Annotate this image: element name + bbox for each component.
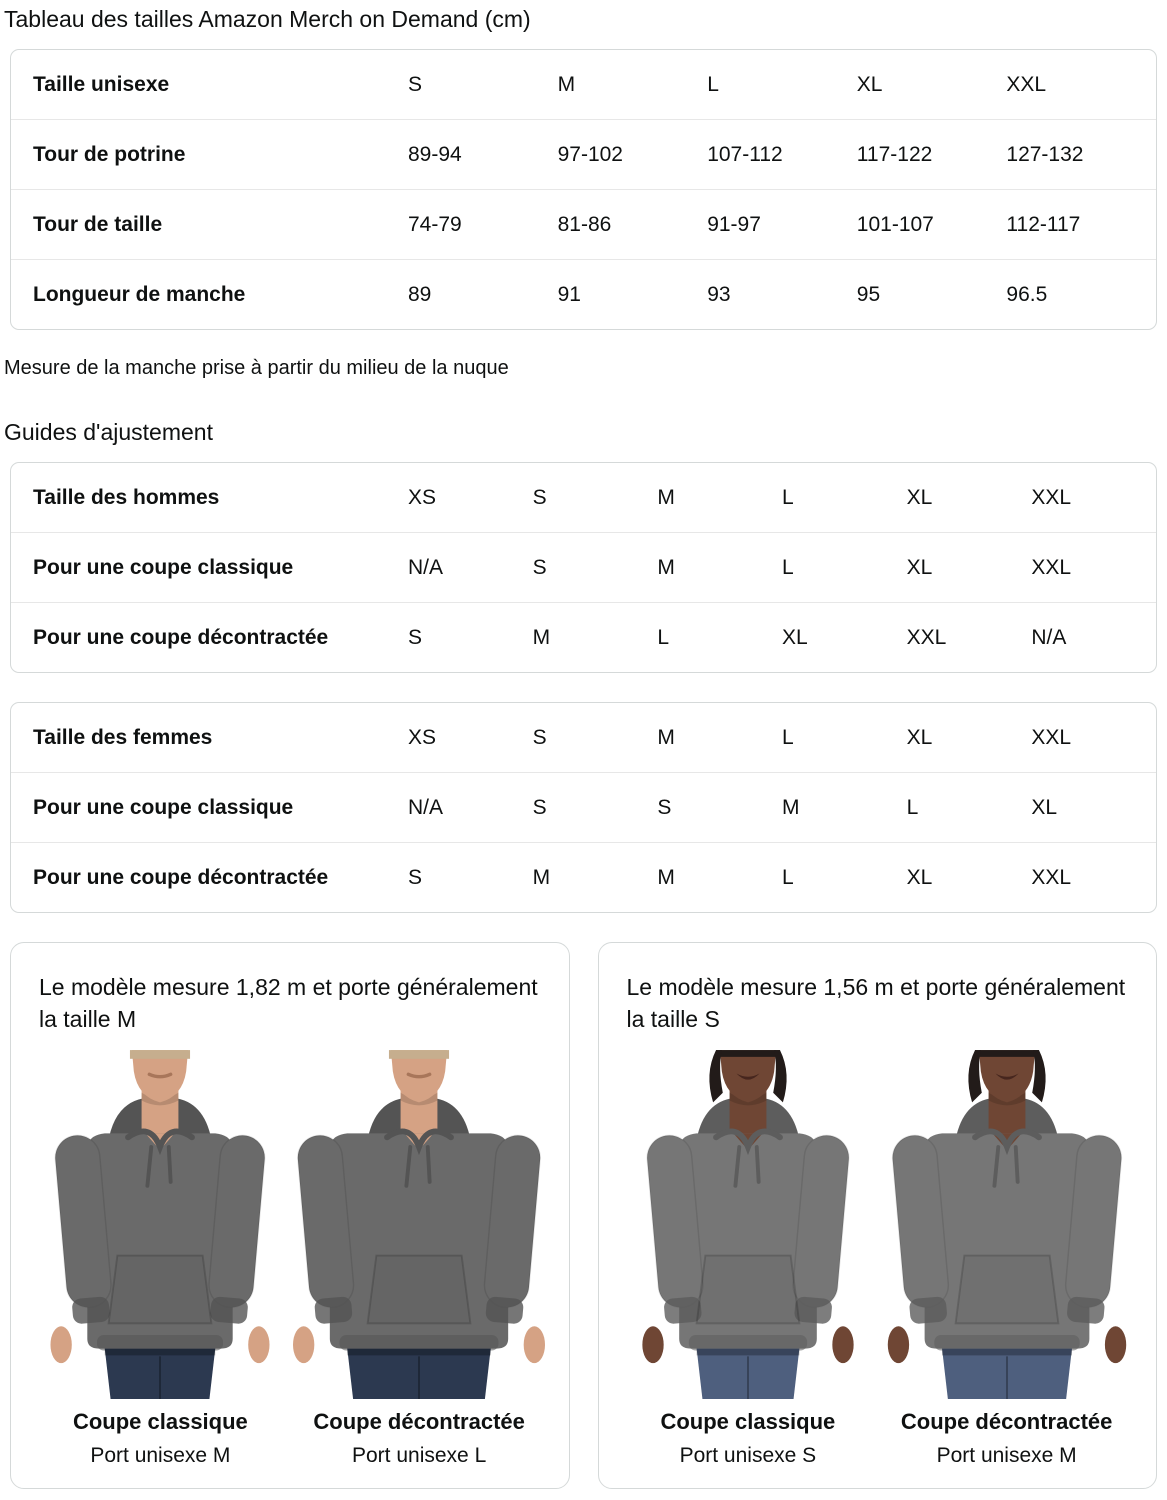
table-cell: XL: [1031, 795, 1058, 819]
table-cell: S: [532, 555, 547, 579]
table-cell: L: [781, 485, 794, 509]
unisex-size-table: [10, 49, 1157, 330]
table-cell: XXL: [1006, 72, 1047, 96]
table-row: [11, 189, 1156, 259]
table-cell: M: [557, 72, 576, 96]
table-cell: 96.5: [1006, 282, 1048, 306]
table-cell: M: [657, 725, 675, 749]
table-cell: XS: [408, 485, 437, 509]
row-label: Taille des hommes: [33, 485, 220, 509]
table-cell: XL: [781, 625, 808, 649]
table-cell: XXL: [1031, 555, 1072, 579]
table-cell: M: [657, 485, 675, 509]
photo-fit-label: Coupe décontractée: [313, 1409, 525, 1435]
row-label: Longueur de manche: [33, 282, 246, 306]
row-label: Pour une coupe classique: [33, 795, 294, 819]
table-cell: 89: [408, 282, 432, 306]
table-cell: M: [532, 865, 551, 889]
table-cell: N/A: [408, 555, 444, 579]
table-cell: 97-102: [557, 142, 623, 166]
table-cell: S: [532, 485, 547, 509]
photo-size-label: Port unisexe L: [352, 1444, 487, 1468]
table-cell: M: [657, 555, 675, 579]
photo-block: [31, 1049, 290, 1468]
table-cell: 93: [707, 282, 731, 306]
fit-guides-heading: Guides d'ajustement: [4, 419, 213, 445]
photo-caption: [73, 1399, 248, 1468]
women-fit-table: [10, 702, 1157, 913]
table-cell: XL: [906, 865, 933, 889]
table-cell: 101-107: [856, 212, 934, 236]
table-row: [11, 119, 1156, 189]
table-row: [11, 259, 1156, 329]
photo-row: [619, 1049, 1137, 1468]
table-cell: XL: [856, 72, 883, 96]
photo-fit-label: Coupe classique: [660, 1409, 836, 1435]
table-cell: 117-122: [856, 142, 933, 166]
table-cell: XL: [906, 485, 933, 509]
table-cell: 127-132: [1006, 142, 1084, 166]
page-title: Tableau des tailles Amazon Merch on Demand (cm): [4, 6, 531, 32]
model-cards: [10, 942, 1157, 1489]
table-cell: XXL: [1031, 725, 1072, 749]
photo-fit-label: Coupe classique: [72, 1409, 248, 1435]
photo-block: [619, 1049, 878, 1468]
table-cell: S: [408, 865, 423, 889]
table-cell: 89-94: [408, 142, 462, 166]
row-label: Pour une coupe classique: [33, 555, 294, 579]
row-label: Tour de potrine: [33, 142, 186, 166]
photo-caption: [901, 1399, 1113, 1468]
row-label: Tour de taille: [33, 212, 163, 236]
row-label: Taille des femmes: [33, 725, 213, 749]
table-cell: L: [781, 555, 794, 579]
table-cell: 95: [856, 282, 881, 306]
table-cell: XS: [408, 725, 437, 749]
photo-size-label: Port unisexe S: [679, 1444, 817, 1468]
table-row: [11, 772, 1156, 842]
table-row: [11, 50, 1156, 119]
photo-caption: [660, 1399, 835, 1468]
sleeve-measure-note: Mesure de la manche prise à partir du milieu de la nuque: [4, 357, 509, 379]
table-cell: XXL: [906, 625, 947, 649]
table-row: [11, 532, 1156, 602]
table-cell: S: [532, 725, 547, 749]
table-row: [11, 602, 1156, 672]
table-cell: L: [707, 72, 719, 96]
photo-row: [31, 1049, 549, 1468]
table-cell: L: [906, 795, 919, 819]
model-photo-man-relaxed-fit: [293, 1049, 545, 1399]
photo-fit-label: Coupe décontractée: [900, 1409, 1113, 1435]
table-cell: N/A: [1031, 625, 1067, 649]
men-fit-table: [10, 462, 1157, 673]
table-row: [11, 463, 1156, 532]
table-row: [11, 842, 1156, 912]
row-label: Taille unisexe: [33, 72, 170, 96]
photo-block: [290, 1049, 549, 1468]
model-card-men: [10, 942, 570, 1489]
table-cell: L: [657, 625, 670, 649]
table-cell: S: [532, 795, 547, 819]
model-photo-man-classic-fit: [34, 1049, 286, 1399]
table-cell: XL: [906, 555, 933, 579]
model-card-women: [598, 942, 1158, 1489]
table-cell: M: [657, 865, 675, 889]
table-cell: XXL: [1031, 865, 1072, 889]
table-cell: 91: [557, 282, 581, 306]
table-cell: S: [657, 795, 672, 819]
model-card-caption: Le modèle mesure 1,56 m et porte généralement la taille S: [626, 974, 1126, 1033]
photo-caption: [313, 1399, 525, 1468]
table-cell: 112-117: [1006, 212, 1081, 236]
photo-size-label: Port unisexe M: [936, 1444, 1077, 1468]
row-label: Pour une coupe décontractée: [33, 865, 329, 889]
row-label: Pour une coupe décontractée: [33, 625, 329, 649]
table-cell: 107-112: [707, 142, 783, 166]
photo-block: [877, 1049, 1136, 1468]
photo-size-label: Port unisexe M: [90, 1444, 231, 1468]
table-cell: M: [532, 625, 551, 649]
table-cell: S: [408, 72, 423, 96]
table-cell: 74-79: [408, 212, 462, 236]
table-cell: N/A: [408, 795, 444, 819]
table-cell: L: [781, 865, 794, 889]
model-photo-woman-relaxed-fit: [881, 1049, 1133, 1399]
table-cell: XXL: [1031, 485, 1072, 509]
table-cell: L: [781, 725, 794, 749]
table-cell: M: [781, 795, 800, 819]
table-row: [11, 703, 1156, 772]
table-cell: S: [408, 625, 423, 649]
model-card-caption: Le modèle mesure 1,82 m et porte généralement la taille M: [39, 974, 538, 1033]
model-photo-woman-classic-fit: [622, 1049, 874, 1399]
table-cell: 81-86: [557, 212, 612, 236]
table-cell: 91-97: [707, 212, 761, 236]
table-cell: XL: [906, 725, 933, 749]
